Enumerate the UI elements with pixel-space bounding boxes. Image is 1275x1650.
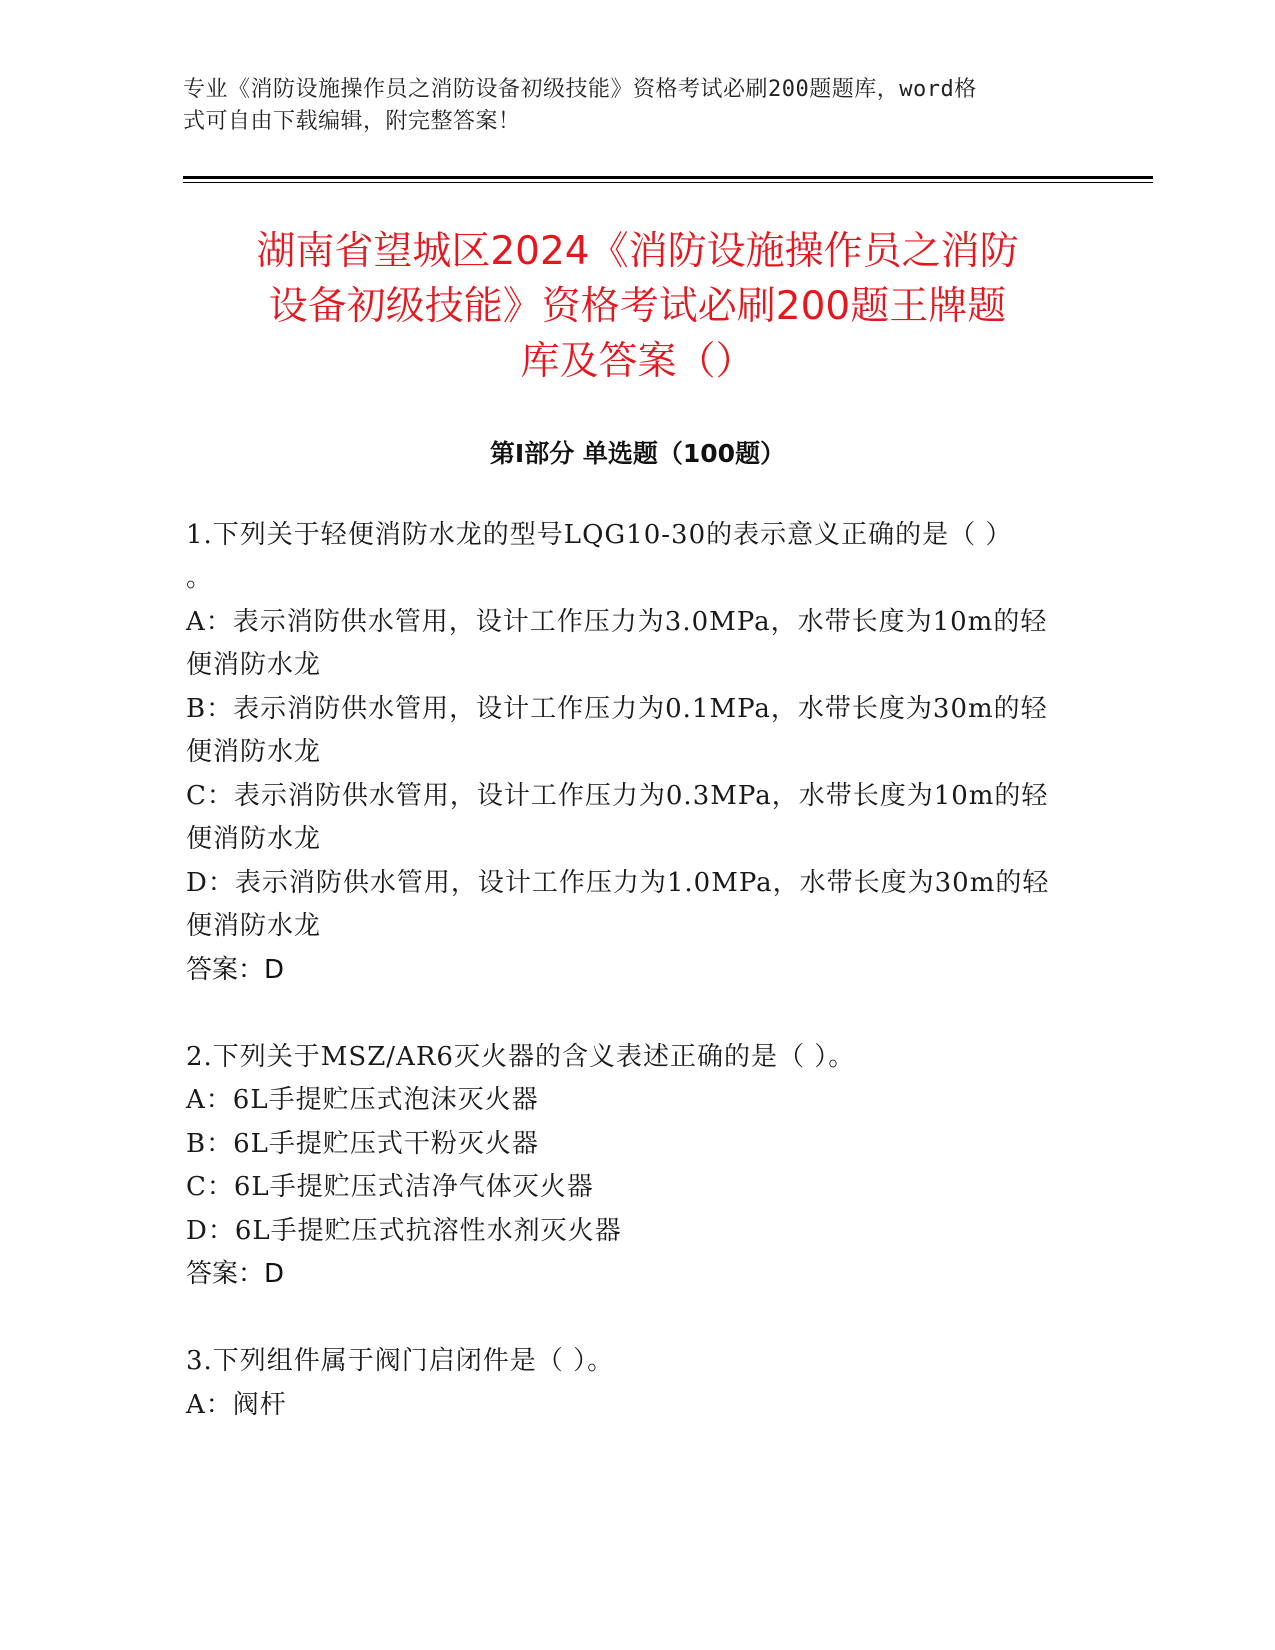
question-2-option-b: B：6L手提贮压式干粉灭火器 — [186, 1129, 539, 1159]
question-2-answer: 答案：D — [186, 1259, 285, 1289]
question-1-stem-line-2: 。 — [186, 563, 214, 593]
question-3-option-a: A：阀杆 — [186, 1390, 287, 1420]
header-divider-thin — [183, 182, 1153, 183]
header-note-line-2: 式可自由下载编辑，附完整答案！ — [183, 109, 521, 134]
question-2-option-a: A：6L手提贮压式泡沫灭火器 — [186, 1085, 539, 1115]
question-2-stem: 2.下列关于MSZ/AR6灭火器的含义表述正确的是（ ）。 — [186, 1042, 856, 1072]
question-1-option-c-line-1: C：表示消防供水管用，设计工作压力为0.3MPa，水带长度为10m的轻 — [186, 781, 1049, 811]
document-title-line-1: 湖南省望城区2024《消防设施操作员之消防 — [256, 229, 1019, 274]
question-1-option-d-line-1: D：表示消防供水管用，设计工作压力为1.0MPa，水带长度为30m的轻 — [186, 868, 1050, 898]
question-1-option-d-line-2: 便消防水龙 — [186, 911, 322, 941]
question-1-option-a-line-1: A：表示消防供水管用，设计工作压力为3.0MPa，水带长度为10m的轻 — [186, 607, 1048, 637]
question-1-stem-line-1: 1.下列关于轻便消防水龙的型号LQG10-30的表示意义正确的是（ ） — [186, 520, 1013, 550]
question-2-option-c: C：6L手提贮压式洁净气体灭火器 — [186, 1172, 594, 1202]
question-1-option-b-line-1: B：表示消防供水管用，设计工作压力为0.1MPa，水带长度为30m的轻 — [186, 694, 1048, 724]
document-title-line-3: 库及答案（） — [520, 339, 755, 384]
section-title: 第Ⅰ部分 单选题（100题） — [489, 439, 786, 468]
question-1-option-c-line-2: 便消防水龙 — [186, 824, 322, 854]
document-title — [160, 224, 1115, 389]
document-title-line-2: 设备初级技能》资格考试必刷200题王牌题 — [268, 284, 1007, 329]
question-2-option-d: D：6L手提贮压式抗溶性水剂灭火器 — [186, 1216, 622, 1246]
header-note-line-1: 专业《消防设施操作员之消防设备初级技能》资格考试必刷200题题库，word格 — [183, 77, 977, 102]
question-1-option-a-line-2: 便消防水龙 — [186, 650, 322, 680]
header-note — [183, 74, 1063, 138]
question-3-stem: 3.下列组件属于阀门启闭件是（ ）。 — [186, 1346, 615, 1376]
question-1-answer: 答案：D — [186, 955, 285, 985]
header-divider-thick — [183, 176, 1153, 179]
question-1-option-b-line-2: 便消防水龙 — [186, 737, 322, 767]
